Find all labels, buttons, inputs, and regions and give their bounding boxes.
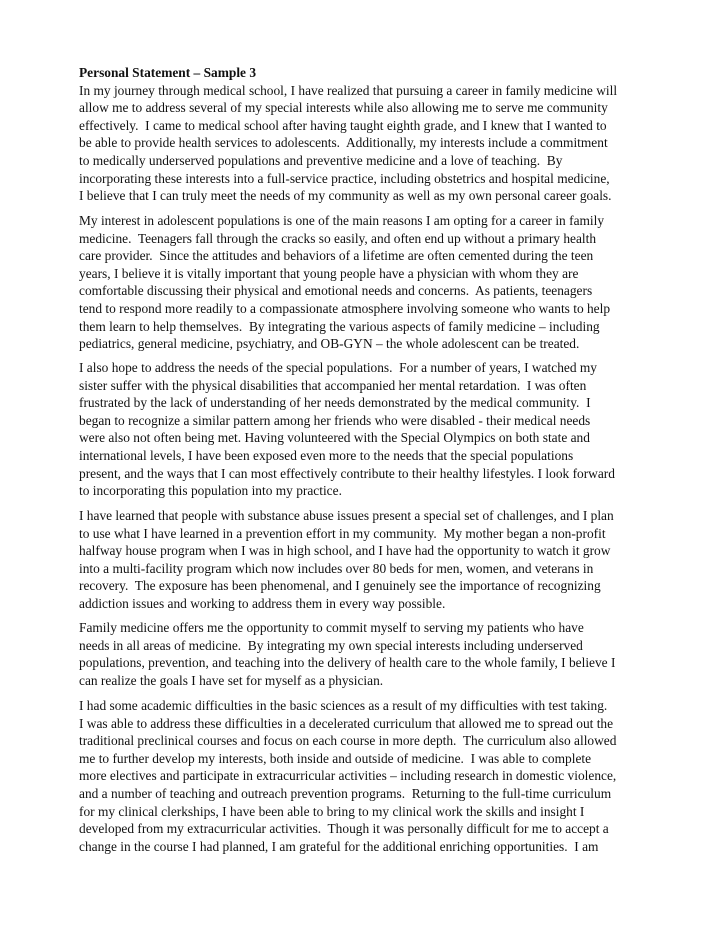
paragraph-1-line-7: I believe that I can truly meet the needs of my community as well as my own personal career goals. — [79, 188, 612, 204]
paragraph-1-line-5: to medically underserved populations and preventive medicine and a love of teaching. By — [79, 152, 563, 168]
document-header — [79, 64, 661, 205]
paragraph-3 — [79, 359, 661, 500]
paragraph-1-line-4: be able to provide health services to adolescents. Additionally, my interests include a commitment — [79, 135, 608, 151]
paragraph-5-line-1: Family medicine offers me the opportunity to commit myself to serving my patients who have — [79, 620, 584, 635]
paragraph-3-line-6: international levels, I have been exposed even more to the needs that the special populations — [79, 447, 574, 463]
paragraph-2-line-5: comfortable discussing their physical and emotional needs and concerns. As patients, teenagers — [79, 283, 593, 299]
paragraph-5-line-2: needs in all areas of medicine. By integrating my own special interests including underserved — [79, 637, 583, 653]
paragraph-3-line-5: were also not often being met. Having volunteered with the Special Olympics on both state and — [79, 430, 590, 446]
paragraph-5-line-3: populations, prevention, and teaching into the delivery of health care to the whole family, I believe I — [79, 655, 616, 671]
paragraph-4-line-4: into a multi-facility program which now includes over 80 beds for men, women, and veterans in — [79, 560, 594, 576]
paragraph-6-line-6: and a number of teaching and outreach prevention programs. Returning to the full-time curriculum — [79, 785, 612, 801]
paragraph-6-line-5: more electives and participate in extracurricular activities – including research in domestic violence, — [79, 768, 617, 784]
paragraph-1-line-3: effectively. I came to medical school after having taught eighth grade, and I knew that I wanted to — [79, 117, 607, 133]
paragraph-2-line-7: them learn to help themselves. By integrating the various aspects of family medicine – including — [79, 318, 600, 334]
paragraph-6 — [79, 697, 661, 855]
paragraph-6-line-8: developed from my extracurricular activities. Though it was personally difficult for me to accept a — [79, 821, 609, 837]
paragraph-2 — [79, 212, 661, 353]
paragraph-3-line-4: began to recognize a similar pattern among her friends who were disabled - their medical needs — [79, 412, 591, 428]
document-title: Personal Statement – Sample 3 — [79, 65, 257, 80]
paragraph-4-line-1: I have learned that people with substance abuse issues present a special set of challenges, and I plan — [79, 508, 614, 523]
paragraph-1-line-1: In my journey through medical school, I have realized that pursuing a career in family medicine will — [79, 82, 618, 98]
paragraph-1-line-6: incorporating these interests into a full-service practice, including obstetrics and hospital medicine, — [79, 170, 610, 186]
paragraph-6-line-9: change in the course I had planned, I am grateful for the additional enriching opportunities. I am — [79, 838, 599, 854]
paragraph-6-line-2: I was able to address these difficulties in a decelerated curriculum that allowed me to spread out the — [79, 715, 614, 731]
paragraph-6-line-3: traditional preclinical courses and focus on each course in more depth. The curriculum also allowed — [79, 733, 617, 749]
paragraph-3-line-7: present, and the ways that I can most effectively contribute to their healthy lifestyles. I look forward — [79, 465, 615, 481]
paragraph-4-line-6: addiction issues and working to address them in every way possible. — [79, 595, 446, 611]
paragraph-3-line-1: I also hope to address the needs of the special populations. For a number of years, I watched my — [79, 360, 597, 375]
paragraph-3-line-3: frustrated by the lack of understanding of her needs demonstrated by the medical community. I — [79, 395, 591, 411]
paragraph-1-line-2: allow me to address several of my special interests while also allowing me to serve me community — [79, 100, 608, 116]
paragraph-2-line-6: tend to respond more readily to a compassionate atmosphere involving someone who wants to help — [79, 300, 611, 316]
paragraph-5-line-4: can realize the goals I have set for myself as a physician. — [79, 672, 384, 688]
paragraph-5 — [79, 619, 661, 689]
paragraph-2-line-4: years, I believe it is vitally important that young people have a physician with whom they are — [79, 265, 579, 281]
paragraph-4-line-2: to use what I have learned in a prevention effort in my community. My mother began a non-profit — [79, 525, 606, 541]
paragraph-2-line-2: medicine. Teenagers fall through the cracks so easily, and often end up without a primary health — [79, 230, 597, 246]
paragraph-2-line-1: My interest in adolescent populations is one of the main reasons I am opting for a career in family — [79, 213, 605, 228]
paragraph-4-line-5: recovery. The exposure has been phenomenal, and I genuinely see the importance of recognizing — [79, 578, 601, 594]
paragraph-2-line-3: care provider. Since the attitudes and behaviors of a lifetime are often cemented during the teen — [79, 248, 594, 264]
paragraph-6-line-1: I had some academic difficulties in the basic sciences as a result of my difficulties with test taking. — [79, 698, 608, 713]
paragraph-3-line-2: sister suffer with the physical disabilities that accompanied her mental retardation. I was often — [79, 377, 587, 393]
paragraph-6-line-4: me to further develop my interests, both inside and outside of medicine. I was able to complete — [79, 750, 592, 766]
paragraph-4 — [79, 507, 661, 613]
paragraph-6-line-7: for my clinical clerkships, I have been able to bring to my clinical work the skills and insight I — [79, 803, 585, 819]
paragraph-3-line-8: to incorporating this population into my practice. — [79, 483, 342, 499]
paragraph-4-line-3: halfway house program when I was in high school, and I have had the opportunity to watch it grow — [79, 543, 611, 559]
paragraph-2-line-8: pediatrics, general medicine, psychiatry, and OB-GYN – the whole adolescent can be treated. — [79, 336, 580, 352]
